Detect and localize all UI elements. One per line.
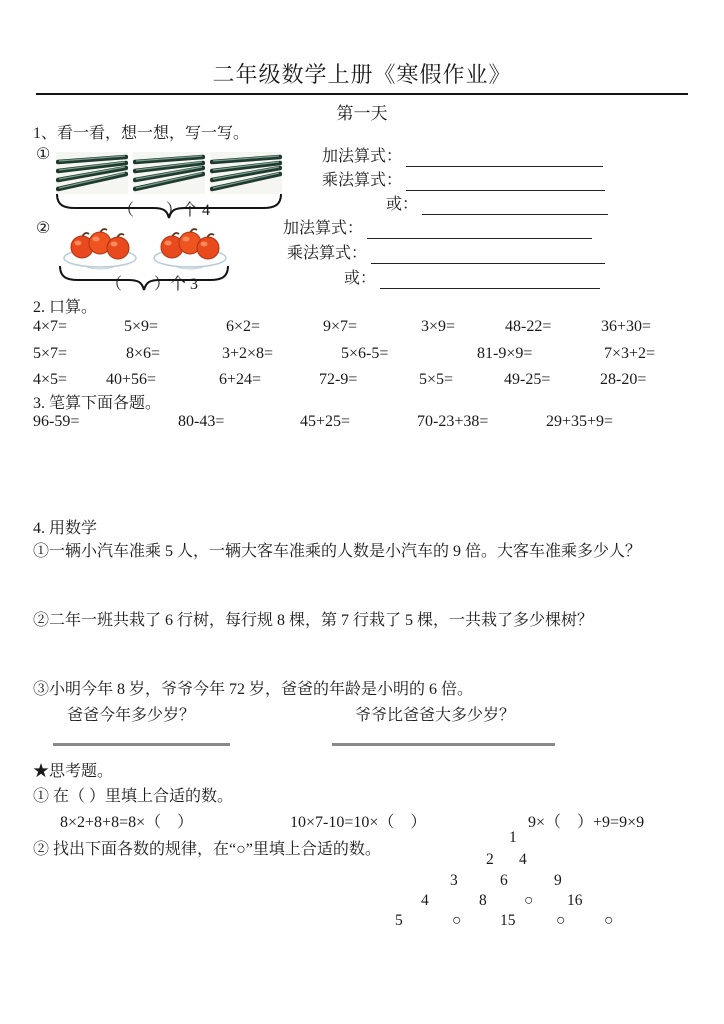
- pyramid-cell: 9: [554, 872, 562, 889]
- item1-brace-label: （ ）个 4: [118, 202, 211, 219]
- addition-formula-label: 加法算式：: [283, 220, 364, 237]
- oral-problem: 81-9×9=: [477, 345, 533, 362]
- applied-question-3: ③小明今年 8 岁，爷爷今年 72 岁，爸爸的年龄是小明的 6 倍。: [33, 681, 474, 698]
- pyramid-cell: 4: [421, 892, 429, 909]
- oral-problem: 8×6=: [126, 345, 161, 362]
- pyramid-blank-circle: ○: [604, 912, 614, 929]
- answer-blank-line: [371, 245, 605, 264]
- section3-heading: 3. 笔算下面各题。: [33, 395, 162, 412]
- apple-plate-image: [150, 224, 230, 270]
- pyramid-cell: 16: [567, 892, 583, 909]
- multiplication-formula-label: 乘法算式：: [322, 172, 403, 189]
- header-divider: [36, 93, 688, 95]
- applied-question-3-sub2: 爷爷比爸爸大多少岁？: [355, 707, 516, 724]
- oral-problem: 3×9=: [421, 318, 456, 335]
- addition-formula-label: 加法算式：: [322, 148, 403, 165]
- written-problem: 29+35+9=: [546, 413, 614, 430]
- pencil-bundle-image: [56, 152, 128, 194]
- pyramid-blank-circle: ○: [524, 892, 534, 909]
- thinking-question-2: ② 找出下面各数的规律，在“○”里填上合适的数。: [33, 841, 381, 858]
- oral-problem: 40+56=: [106, 371, 157, 388]
- oral-problem: 5×7=: [33, 345, 68, 362]
- answer-blank-line: [380, 270, 600, 289]
- section2-heading: 2. 口算。: [33, 299, 98, 316]
- section1-heading: 1、看一看，想一想，写一写。: [33, 125, 250, 142]
- pyramid-cell: 8: [479, 892, 487, 909]
- written-problem: 45+25=: [300, 413, 351, 430]
- page-title: 二年级数学上册《寒假作业》: [212, 62, 512, 87]
- oral-problem: 49-25=: [504, 371, 551, 388]
- oral-problem: 3+2×8=: [222, 345, 274, 362]
- addition-formula-row: [322, 147, 603, 167]
- multiplication-formula-label: 乘法算式：: [287, 245, 368, 262]
- pyramid-cell: 5: [395, 912, 403, 929]
- thinking-equation: 9×（ ）+9=9×9: [528, 814, 645, 831]
- oral-problem: 36+30=: [601, 318, 652, 335]
- section4-heading: 4. 用数学: [33, 520, 98, 537]
- written-problem: 70-23+38=: [417, 413, 489, 430]
- written-problem: 96-59=: [33, 413, 80, 430]
- thinking-question-1: ① 在（ ）里填上合适的数。: [33, 788, 234, 805]
- item2-brace-label: （ ）个 3: [106, 276, 199, 293]
- applied-question-3-sub1: 爸爸今年多少岁？: [67, 707, 196, 724]
- oral-problem: 9×7=: [323, 318, 358, 335]
- pencil-bundle-image: [133, 152, 205, 194]
- written-problem: 80-43=: [178, 413, 225, 430]
- pyramid-cell: 3: [450, 872, 458, 889]
- oral-problem: 48-22=: [505, 318, 552, 335]
- thinking-heading: ★思考题。: [33, 763, 114, 780]
- oral-problem: 5×5=: [419, 371, 454, 388]
- item2-number: ②: [36, 220, 51, 237]
- multiplication-formula-row: [322, 171, 605, 191]
- answer-blank-line: [406, 148, 603, 167]
- oral-problem: 5×6-5=: [341, 345, 389, 362]
- oral-problem: 72-9=: [319, 371, 358, 388]
- answer-line: [53, 743, 230, 746]
- pyramid-blank-circle: ○: [452, 912, 462, 929]
- pyramid-cell: 15: [500, 912, 516, 929]
- thinking-equation: 10×7-10=10×（ ）: [290, 814, 427, 831]
- apple-plate-image: [60, 224, 140, 270]
- answer-blank-line: [406, 172, 605, 191]
- oral-problem: 6×2=: [226, 318, 261, 335]
- oral-problem: 28-20=: [600, 371, 647, 388]
- or-formula-row: [344, 269, 600, 289]
- answer-blank-line: [422, 196, 608, 215]
- pyramid-cell: 2: [486, 851, 494, 868]
- thinking-equation: 8×2+8+8=8×（ ）: [60, 814, 194, 831]
- or-label: 或：: [386, 196, 419, 213]
- day-subtitle: 第一天: [336, 104, 388, 123]
- pyramid-cell: 1: [509, 829, 517, 846]
- answer-blank-line: [367, 220, 592, 239]
- applied-question-1: ①一辆小汽车准乘 5 人，一辆大客车准乘的人数是小汽车的 9 倍。大客车准乘多少人？: [33, 543, 642, 560]
- oral-problem: 4×7=: [33, 318, 68, 335]
- pyramid-blank-circle: ○: [556, 912, 566, 929]
- applied-question-2: ②二年一班共栽了 6 行树，每行规 8 棵，第 7 行栽了 5 棵，一共栽了多少棵树？: [33, 612, 594, 629]
- or-label: 或：: [344, 270, 377, 287]
- pencil-bundle-image: [210, 152, 282, 194]
- or-formula-row: [386, 195, 608, 215]
- addition-formula-row: [283, 219, 592, 239]
- pyramid-cell: 6: [500, 872, 508, 889]
- item1-number: ①: [36, 146, 51, 163]
- oral-problem: 4×5=: [33, 371, 68, 388]
- oral-problem: 7×3+2=: [604, 345, 656, 362]
- pyramid-cell: 4: [519, 851, 527, 868]
- multiplication-formula-row: [287, 244, 605, 264]
- answer-line: [332, 743, 555, 746]
- oral-problem: 5×9=: [124, 318, 159, 335]
- oral-problem: 6+24=: [219, 371, 262, 388]
